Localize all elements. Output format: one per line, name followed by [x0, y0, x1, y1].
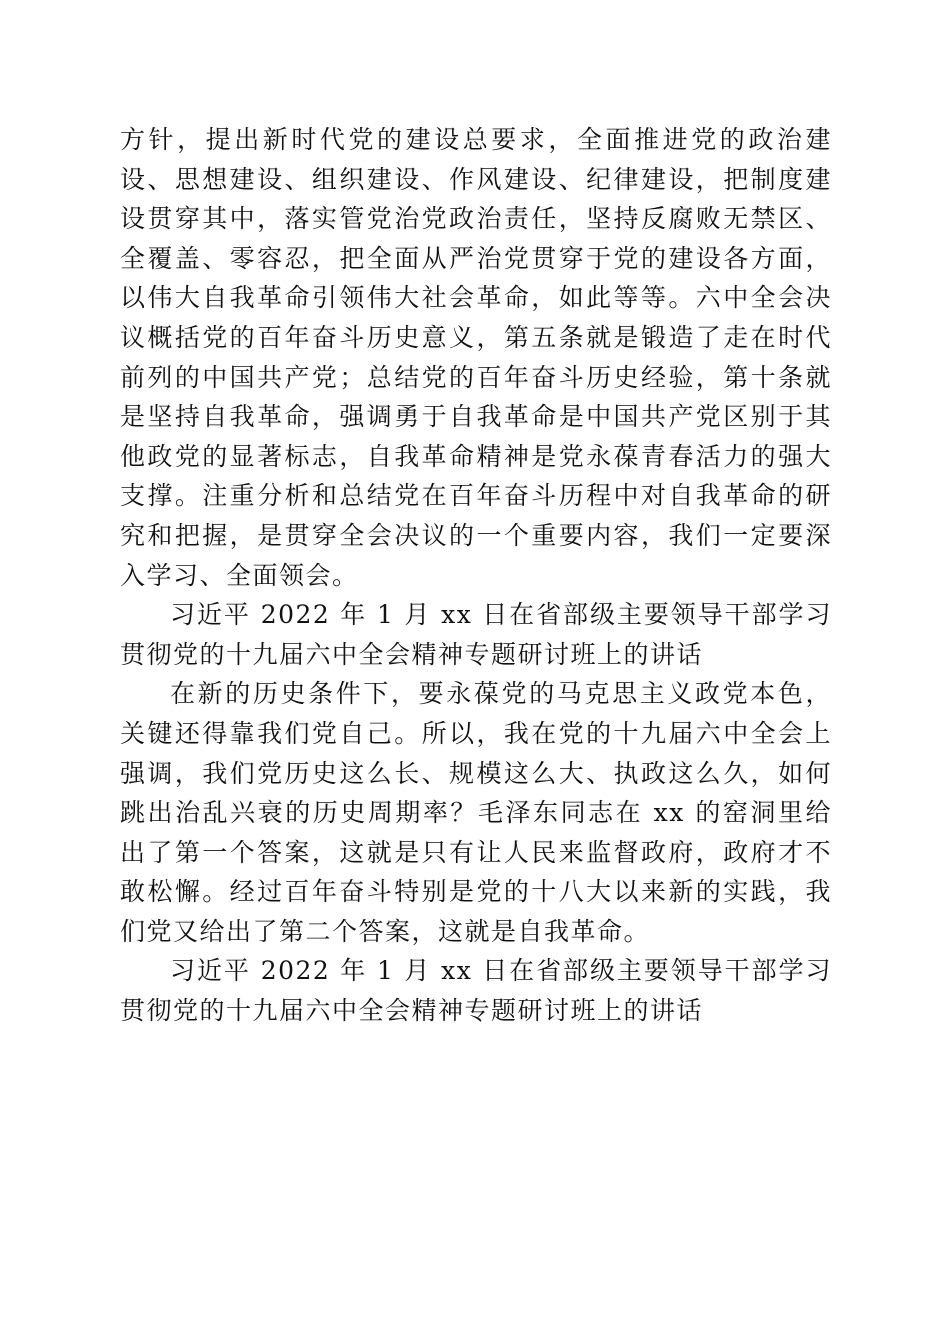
paragraph-4-citation: 习近平 2022 年 1 月 xx 日在省部级主要领导干部学习贯彻党的十九届六中全会精神专题研讨班上的讲话	[120, 956, 832, 1026]
paragraph-2-citation: 习近平 2022 年 1 月 xx 日在省部级主要领导干部学习贯彻党的十九届六中全会精神专题研讨班上的讲话	[120, 600, 832, 669]
paragraph-3: 在新的历史条件下，要永葆党的马克思主义政党本色，关键还得靠我们党自己。所以，我在党的十九届六中全会上强调，我们党历史这么长、规模这么大、执政这么久，如何跳出治乱兴衰的历史周期率？毛泽东同志在 xx 的窑洞里给出了第一个答案，这就是只有让人民来监督政府，政府才不敢松懈。经过百年奋斗特别是党的十八大以来新的实践，我们党又给出了第二个答案，这就是自我革命。	[120, 679, 832, 946]
paragraph-1: 方针，提出新时代党的建设总要求，全面推进党的政治建设、思想建设、组织建设、作风建设、纪律建设，把制度建设贯穿其中，落实管党治党政治责任，坚持反腐败无禁区、全覆盖、零容忍，把全面从严治党贯穿于党的建设各方面，以伟大自我革命引领伟大社会革命，如此等等。六中全会决议概括党的百年奋斗历史意义，第五条就是锻造了走在时代前列的中国共产党；总结党的百年奋斗历史经验，第十条就是坚持自我革命，强调勇于自我革命是中国共产党区别于其他政党的显著标志，自我革命精神是党永葆青春活力的强大支撑。注重分析和总结党在百年奋斗历程中对自我革命的研究和把握，是贯穿全会决议的一个重要内容，我们一定要深入学习、全面领会。	[120, 125, 832, 590]
document-body	[120, 120, 832, 1031]
